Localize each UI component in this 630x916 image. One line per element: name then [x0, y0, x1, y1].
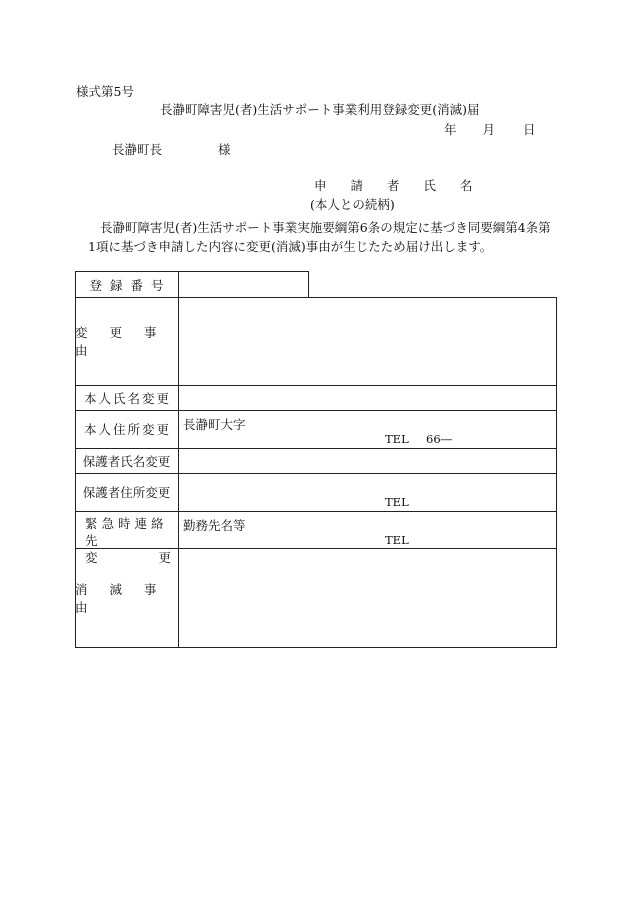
date-year-label: 年 — [444, 122, 457, 137]
extinction-reason-label: 消 滅 事 由 — [75, 582, 166, 615]
row-divider — [75, 511, 557, 512]
workplace-name-label: 勤務先名等 — [183, 518, 246, 533]
name-change-label: 本人氏名変更 — [83, 390, 171, 406]
name-change-field[interactable] — [179, 386, 556, 410]
addressee — [112, 144, 231, 157]
date-month-label: 月 — [482, 122, 496, 137]
registration-number-field[interactable] — [179, 272, 308, 297]
guardian-name-change-label: 保護者氏名変更 — [82, 453, 171, 469]
change-reason-field[interactable] — [179, 298, 556, 385]
addressee-honorific: 様 — [218, 142, 231, 157]
relationship-label: (本人との続柄) — [310, 197, 395, 212]
emergency-contact-change-label: 緊急時連絡先 変 更 — [85, 516, 171, 565]
date-day-label: 日 — [523, 122, 536, 137]
address-tel-prefix: 66― — [426, 432, 453, 446]
document-title: 長瀞町障害児(者)生活サポート事業利用登録変更(消滅)届 — [160, 102, 480, 117]
address-prefix: 長瀞町大字 — [183, 417, 246, 432]
address-change-label: 本人住所変更 — [83, 422, 171, 437]
address-tel-label: TEL — [385, 432, 409, 446]
declaration-text: 長瀞町障害児(者)生活サポート事業実施要綱第6条の規定に基づき同要綱第4条第1項に基づき申請した内容に変更(消滅)事由が生じたため届け出します。 — [88, 220, 551, 254]
guardian-address-change-label: 保護者住所変更 — [82, 485, 171, 500]
form-number: 様式第5号 — [76, 84, 134, 99]
date-line — [444, 124, 536, 137]
applicant-name-label: 申 請 者 氏 名 — [314, 178, 483, 193]
change-form-table — [75, 271, 557, 648]
emergency-tel-label: TEL — [385, 533, 409, 547]
extinction-reason-field[interactable] — [179, 549, 556, 647]
registration-number-label: 登 録 番 号 — [89, 277, 166, 293]
change-reason-label: 変 更 事 由 — [75, 325, 166, 358]
addressee-name: 長瀞町長 — [112, 142, 163, 157]
guardian-tel-label: TEL — [385, 495, 409, 509]
guardian-name-change-field[interactable] — [179, 449, 556, 473]
